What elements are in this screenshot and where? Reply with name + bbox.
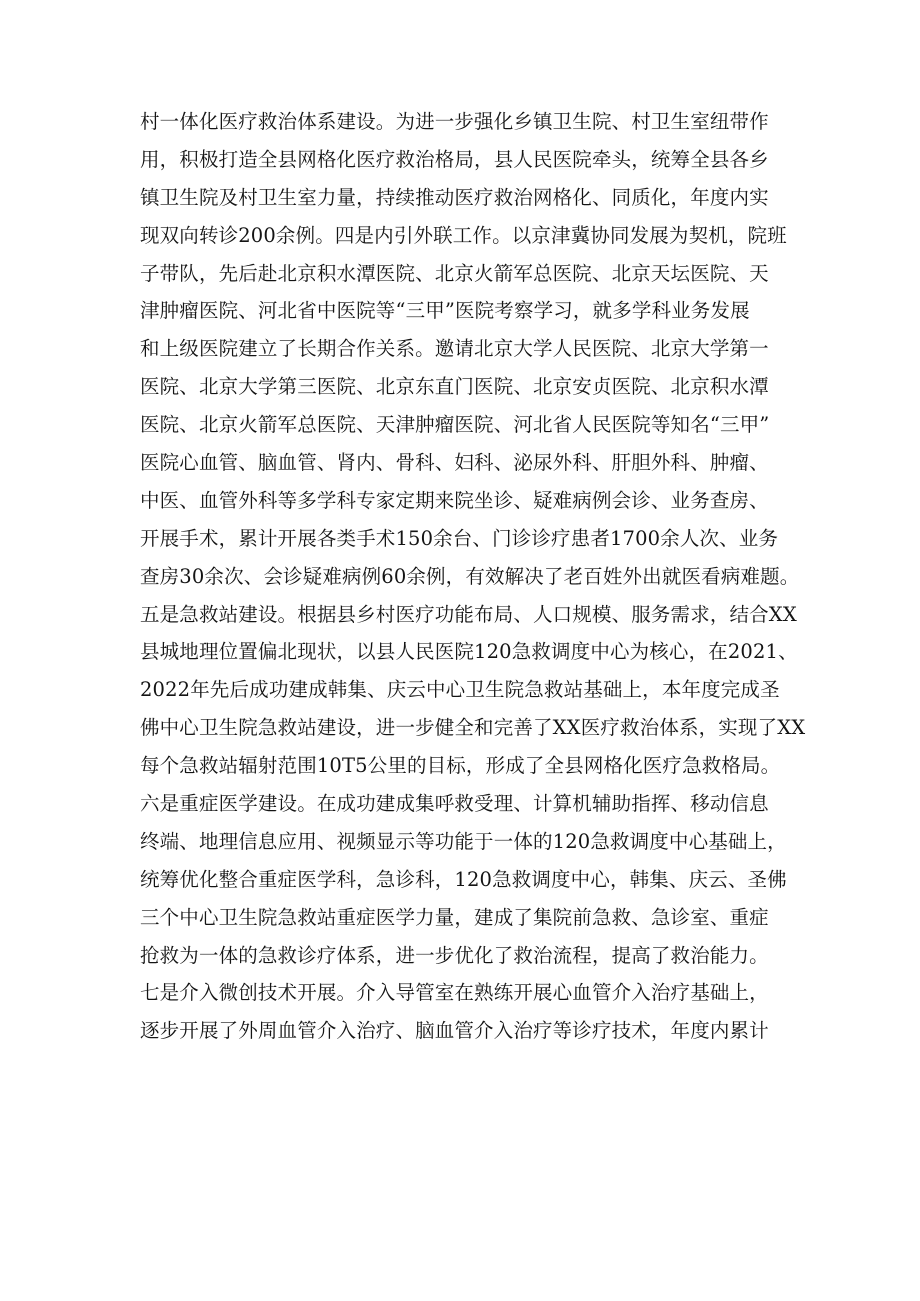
- text-line: 和上级医院建立了长期合作关系。邀请北京大学人民医院、北京大学第一: [140, 337, 769, 361]
- text-line: 抢救为一体的急救诊疗体系，进一步优化了救治流程，提高了救治能力。: [140, 943, 769, 967]
- text-line: 医院、北京火箭军总医院、天津肿瘤医院、河北省人民医院等知名“三甲”: [140, 413, 770, 437]
- text-line: 2022年先后成功建成韩集、庆云中心卫生院急救站基础上，本年度完成圣: [140, 678, 780, 702]
- text-line: 六是重症医学建设。在成功建成集呼救受理、计算机辅助指挥、移动信息: [140, 792, 769, 816]
- text-line: 七是介入微创技术开展。介入导管室在熟练开展心血管介入治疗基础上，: [140, 981, 769, 1005]
- text-line: 医院心血管、脑血管、肾内、骨科、妇科、泌尿外科、肝胆外科、肿瘤、: [140, 451, 769, 475]
- text-line: 查房30余次、会诊疑难病例60余例，有效解决了老百姓外出就医看病难题。: [140, 564, 800, 588]
- text-line: 用，积极打造全县网格化医疗救治格局，县人民医院牵头，统筹全县各乡: [140, 147, 769, 171]
- text-line: 中医、血管外科等多学科专家定期来院坐诊、疑难病例会诊、业务查房、: [140, 488, 769, 512]
- text-line: 子带队，先后赴北京积水潭医院、北京火箭军总医院、北京天坛医院、天: [140, 261, 769, 285]
- text-line: 逐步开展了外周血管介入治疗、脑血管介入治疗等诊疗技术，年度内累计: [140, 1019, 769, 1043]
- text-line: 津肿瘤医院、河北省中医院等“三甲”医院考察学习，就多学科业务发展: [140, 299, 750, 323]
- text-line: 现双向转诊200余例。四是内引外联工作。以京津冀协同发展为契机，院班: [140, 223, 787, 247]
- text-line: 统筹优化整合重症医学科，急诊科，120急救调度中心，韩集、庆云、圣佛: [140, 867, 787, 891]
- text-line: 每个急救站辐射范围10T5公里的目标，形成了全县网格化医疗急救格局。: [140, 754, 781, 778]
- text-line: 终端、地理信息应用、视频显示等功能于一体的120急救调度中心基础上，: [140, 829, 787, 853]
- text-line: 五是急救站建设。根据县乡村医疗功能布局、人口规模、服务需求，结合XX: [140, 602, 797, 626]
- text-line: 开展手术，累计开展各类手术150余台、门诊诊疗患者1700余人次、业务: [140, 526, 779, 550]
- text-line: 佛中心卫生院急救站建设，进一步健全和完善了XX医疗救治体系，实现了XX: [140, 716, 806, 740]
- body-text: [140, 103, 806, 1050]
- text-line: 村一体化医疗救治体系建设。为进一步强化乡镇卫生院、村卫生室纽带作: [140, 110, 769, 133]
- text-line: 镇卫生院及村卫生室力量，持续推动医疗救治网格化、同质化，年度内实: [140, 185, 769, 209]
- text-line: 医院、北京大学第三医院、北京东直门医院、北京安贞医院、北京积水潭: [140, 375, 769, 399]
- text-line: 三个中心卫生院急救站重症医学力量，建成了集院前急救、急诊室、重症: [140, 905, 769, 929]
- text-line: 县城地理位置偏北现状，以县人民医院120急救调度中心为核心，在2021、: [140, 640, 798, 664]
